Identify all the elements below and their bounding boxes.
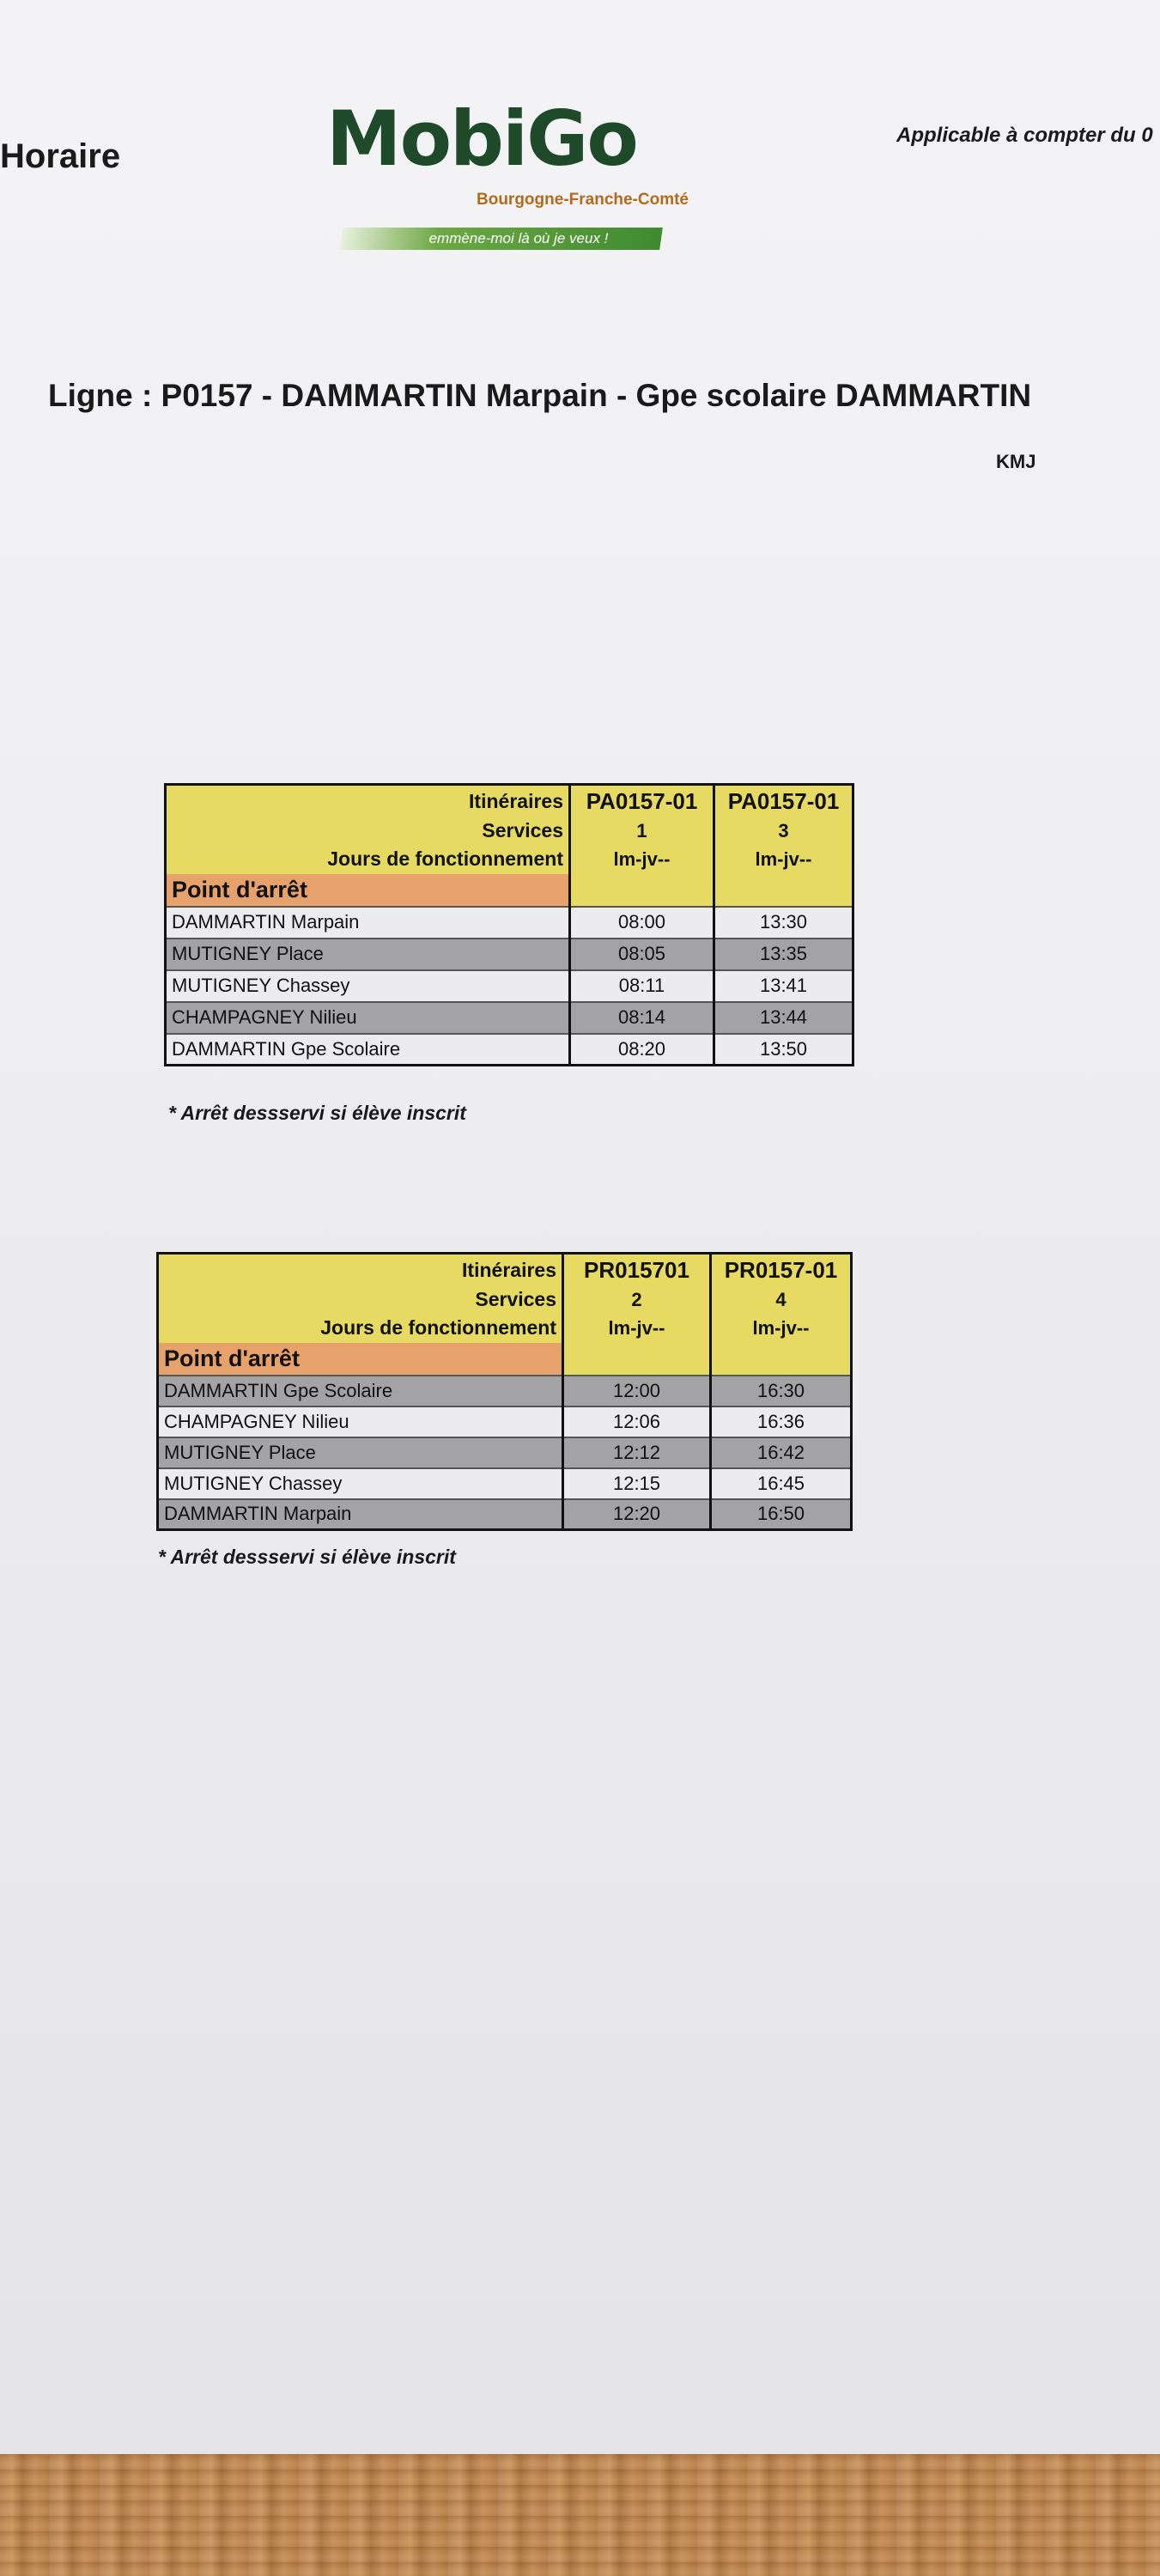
label-point-arret: Point d'arrêt xyxy=(166,874,570,907)
line-title: Ligne : P0157 - DAMMARTIN Marpain - Gpe scolaire DAMMARTIN xyxy=(48,378,1032,413)
col2-jours: lm-jv-- xyxy=(714,845,853,874)
table-row xyxy=(166,970,853,1002)
col2-service: 4 xyxy=(711,1286,852,1314)
departure-time: 16:50 xyxy=(711,1499,852,1530)
departure-time: 13:41 xyxy=(714,970,853,1002)
departure-time: 12:00 xyxy=(563,1376,711,1406)
departure-time: 08:05 xyxy=(570,939,714,970)
table-row xyxy=(166,1034,853,1066)
footnote-retour: * Arrêt dessservi si élève inscrit xyxy=(158,1546,456,1568)
table-row xyxy=(166,1002,853,1034)
label-point-arret: Point d'arrêt xyxy=(158,1343,563,1376)
departure-time: 12:15 xyxy=(563,1468,711,1499)
mobigo-logo xyxy=(326,94,730,256)
col2-itineraire: PA0157-01 xyxy=(714,785,853,817)
stop-name: DAMMARTIN Marpain xyxy=(158,1499,563,1530)
label-services: Services xyxy=(482,819,563,841)
col2-itineraire: PR0157-01 xyxy=(711,1254,852,1286)
departure-time: 13:30 xyxy=(714,907,853,939)
stop-name: MUTIGNEY Place xyxy=(166,939,570,970)
stop-name: MUTIGNEY Chassey xyxy=(166,970,570,1002)
label-jours: Jours de fonctionnement xyxy=(320,1316,556,1339)
stop-name: MUTIGNEY Chassey xyxy=(158,1468,563,1499)
stop-name: MUTIGNEY Place xyxy=(158,1437,563,1468)
stop-name: DAMMARTIN Gpe Scolaire xyxy=(158,1376,563,1406)
col1-service: 1 xyxy=(570,817,714,845)
col1-service: 2 xyxy=(563,1286,711,1314)
footnote-aller: * Arrêt dessservi si élève inscrit xyxy=(168,1102,466,1124)
table-row xyxy=(158,1376,852,1406)
col1-itineraire: PR015701 xyxy=(563,1254,711,1286)
header-applicable-date: Applicable à compter du 0 xyxy=(896,124,1153,147)
departure-time: 13:44 xyxy=(714,1002,853,1034)
table-row xyxy=(166,939,853,970)
label-itineraires: Itinéraires xyxy=(469,789,563,812)
logo-tagline-banner xyxy=(340,228,663,250)
col2-service: 3 xyxy=(714,817,853,845)
departure-time: 16:42 xyxy=(711,1437,852,1468)
logo-tagline: emmène-moi là où je veux ! xyxy=(428,230,609,246)
departure-time: 13:50 xyxy=(714,1034,853,1066)
col1-jours: lm-jv-- xyxy=(563,1314,711,1343)
table-row xyxy=(158,1468,852,1499)
col1-itineraire: PA0157-01 xyxy=(570,785,714,817)
wood-grain-overlay xyxy=(0,2454,1160,2576)
departure-time: 13:35 xyxy=(714,939,853,970)
col2-jours: lm-jv-- xyxy=(711,1314,852,1343)
table-row xyxy=(158,1437,852,1468)
label-jours: Jours de fonctionnement xyxy=(327,848,563,870)
departure-time: 08:00 xyxy=(570,907,714,939)
departure-time: 16:30 xyxy=(711,1376,852,1406)
stop-name: DAMMARTIN Marpain xyxy=(166,907,570,939)
table-row xyxy=(158,1406,852,1437)
header-filler xyxy=(570,874,714,907)
header-filler xyxy=(711,1343,852,1376)
header-horaire: Horaire xyxy=(0,137,121,175)
stop-name: CHAMPAGNEY Nilieu xyxy=(166,1002,570,1034)
stop-name: DAMMARTIN Gpe Scolaire xyxy=(166,1034,570,1066)
header-filler xyxy=(714,874,853,907)
table-row xyxy=(166,907,853,939)
departure-time: 08:11 xyxy=(570,970,714,1002)
header-filler xyxy=(563,1343,711,1376)
timetable-aller xyxy=(164,783,854,1066)
departure-time: 12:12 xyxy=(563,1437,711,1468)
departure-time: 12:06 xyxy=(563,1406,711,1437)
departure-time: 16:45 xyxy=(711,1468,852,1499)
departure-time: 08:20 xyxy=(570,1034,714,1066)
departure-time: 12:20 xyxy=(563,1499,711,1530)
timetable-retour xyxy=(156,1252,853,1531)
label-services: Services xyxy=(475,1288,556,1310)
table-row xyxy=(158,1499,852,1530)
col1-jours: lm-jv-- xyxy=(570,845,714,874)
document-code: KMJ xyxy=(996,451,1036,472)
departure-time: 08:14 xyxy=(570,1002,714,1034)
label-itineraires: Itinéraires xyxy=(462,1258,556,1281)
logo-region: Bourgogne-Franche-Comté xyxy=(477,191,689,209)
logo-wordmark: MobiGo xyxy=(326,94,637,183)
departure-time: 16:36 xyxy=(711,1406,852,1437)
stop-name: CHAMPAGNEY Nilieu xyxy=(158,1406,563,1437)
